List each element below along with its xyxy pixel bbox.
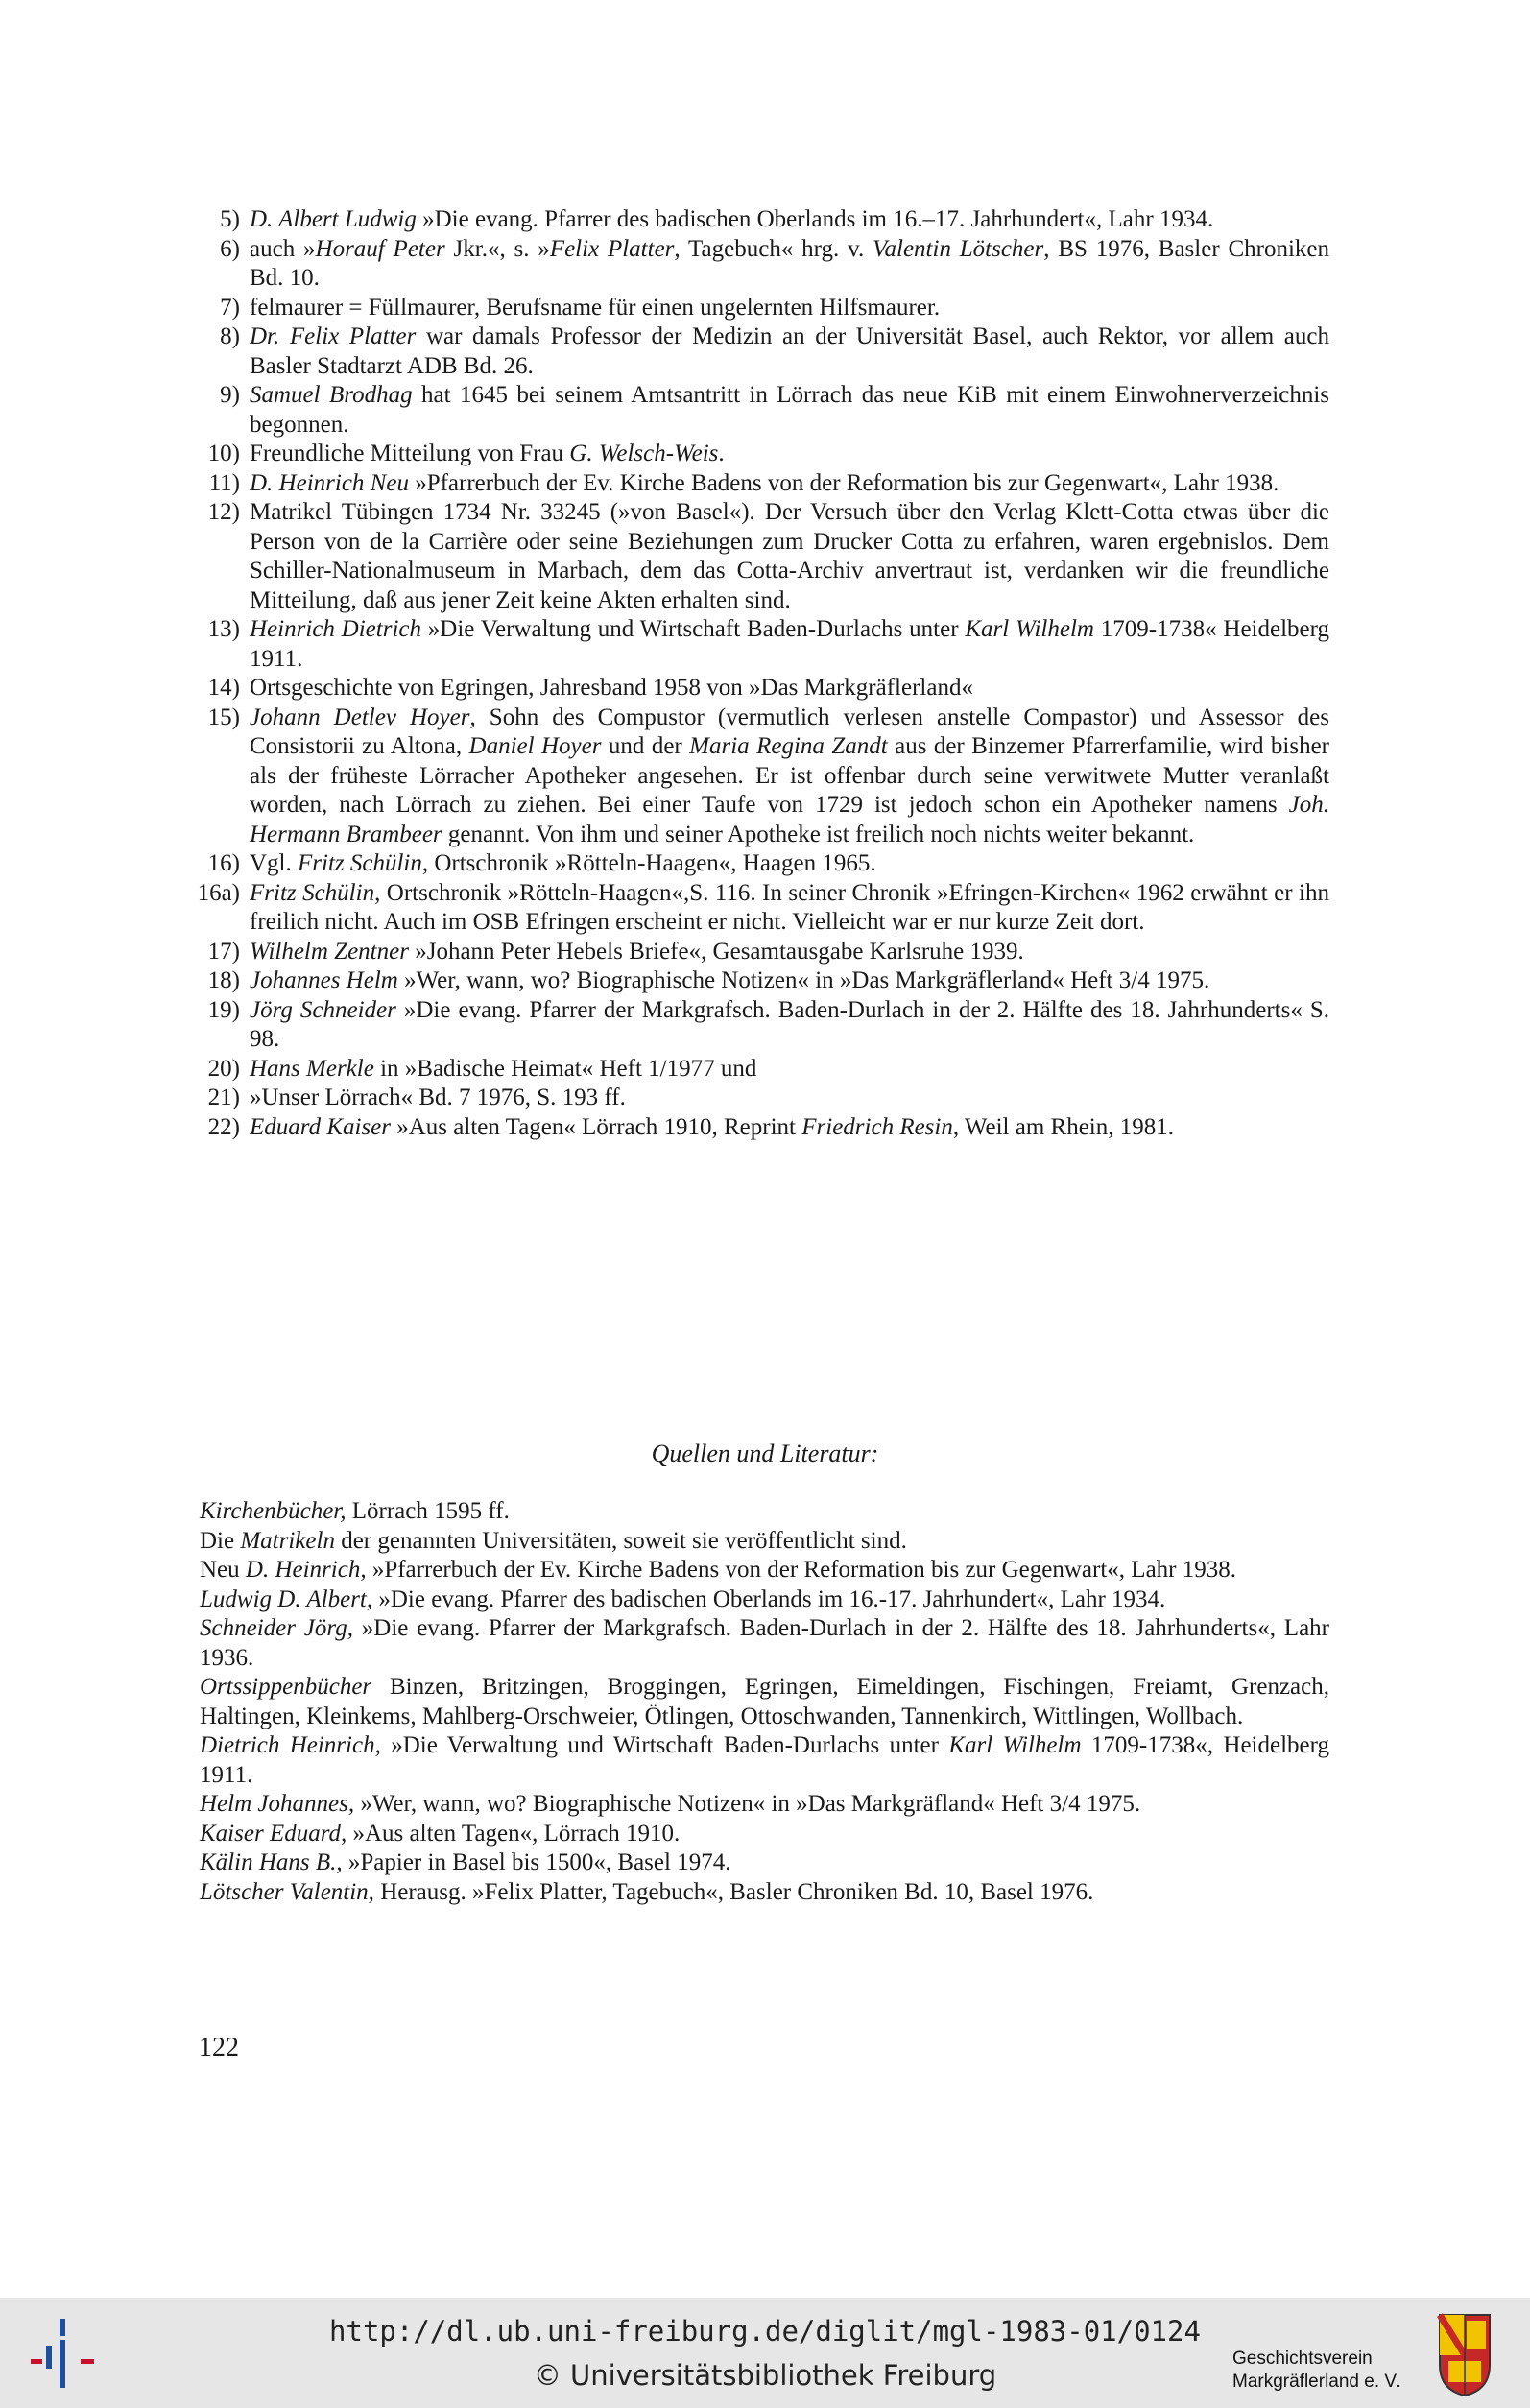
footnote-item [192, 1084, 1329, 1113]
text-run: »Wer, wann, wo? Biographische Notizen« in »Das Markgräfland« Heft 3/4 1975. [354, 1791, 1141, 1817]
text-run: »Die Verwaltung und Wirtschaft Baden-Durlachs unter [420, 616, 966, 642]
footnote-number: 10) [207, 441, 240, 466]
footnote-number: 16a) [197, 879, 240, 906]
society-name-line1: Geschichtsverein [1232, 2348, 1373, 2369]
text-run: »Die evang. Pfarrer der Markgrafsch. Baden-Durlach in der 2. Hälfte des 18. Jahrhunderts« S. 98. [250, 996, 1329, 1052]
text-run: »Unser Lörrach« Bd. 7 1976, S. 193 ff. [250, 1085, 626, 1110]
text-run: der genannten Universitäten, soweit sie veröffentlicht sind. [334, 1527, 907, 1554]
text-run: felmaurer = Füllmaurer, Berufsname für einen ungelernten Hilfsmaurer. [250, 294, 941, 321]
source-entry [200, 1556, 1329, 1585]
italic-name: Kaiser Eduard, [200, 1820, 347, 1847]
source-entry [200, 1731, 1329, 1790]
footnote-number: 16) [207, 850, 240, 876]
text-run: hat 1645 bei seinem Amtsantritt in Lörrach das neue KiB mit einem Einwohnerverzeichnis begonnen. [250, 382, 1329, 438]
source-entry [200, 1527, 1329, 1557]
source-entry [200, 1878, 1329, 1908]
text-run: auch » [250, 235, 316, 262]
source-entry [200, 1820, 1329, 1849]
italic-name: Samuel Brodhag [250, 382, 413, 408]
footnote-number: 7) [220, 294, 240, 321]
text-run: »Johann Peter Hebels Briefe«, Gesamtausgabe Karlsruhe 1939. [408, 938, 1024, 965]
text-run: »Pfarrerbuch der Ev. Kirche Badens von der Reformation bis zur Gegenwart«, Lahr 1938. [408, 469, 1279, 496]
footnote-item [192, 498, 1329, 615]
source-entry [200, 1848, 1329, 1878]
text-run: , Ortschronik »Rötteln-Haagen«, Haagen 1965. [421, 850, 876, 876]
text-run: »Pfarrerbuch der Ev. Kirche Badens von der Reformation bis zur Gegenwart«, Lahr 1938. [366, 1557, 1236, 1583]
text-run: »Die evang. Pfarrer des badischen Oberlands im 16.-17. Jahrhundert«, Lahr 1934. [372, 1585, 1166, 1612]
italic-name: Kirchenbücher, [200, 1498, 347, 1524]
footnote-item [192, 674, 1329, 703]
coat-of-arms-icon [1437, 2311, 1493, 2397]
footnote-item [192, 205, 1329, 235]
text-run: und der [601, 733, 690, 759]
italic-name: Dietrich Heinrich, [200, 1732, 381, 1758]
footnote-item [192, 849, 1329, 879]
italic-name: D. Albert Ludwig [250, 206, 417, 232]
italic-name: Fritz Schülin [250, 879, 375, 906]
footnote-number: 19) [207, 996, 240, 1023]
footnote-number: 5) [220, 206, 240, 232]
text-run: aus der Binzemer Pfarrerfamilie, wird bisher als der früheste Lörracher Apotheker angesehen. Er ist offenbar durch seine verwitwete Mutter veranlaßt worden, nach Lörrach zu ziehen. Bei einer Taufe von 1729 ist jedoch schon ein Apotheker namens [250, 733, 1329, 818]
source-entry [200, 1673, 1329, 1731]
text-run: 1709-1738«, Heidelberg 1911. [200, 1732, 1330, 1788]
footnote-number: 11) [208, 469, 240, 496]
italic-name: Horauf Peter [315, 235, 445, 262]
text-run: genannt. Von ihm und seiner Apotheke ist freilich noch nichts weiter bekannt. [442, 821, 1195, 847]
footnote-item [192, 879, 1329, 938]
footnote-number: 8) [220, 323, 240, 349]
page-number: 122 [199, 2033, 239, 2062]
italic-name: Kälin Hans B., [200, 1849, 343, 1875]
footnote-item [192, 381, 1329, 440]
footnote-item [192, 469, 1329, 499]
footnote-item [192, 615, 1329, 674]
text-run: Herausg. »Felix Platter, Tagebuch«, Basler Chroniken Bd. 10, Basel 1976. [373, 1878, 1094, 1905]
italic-name: Hans Merkle [250, 1055, 374, 1082]
italic-name: G. Welsch-Weis [569, 441, 719, 466]
text-run: , Weil am Rhein, 1981. [952, 1113, 1174, 1140]
text-run: war damals Professor der Medizin an der Universität Basel, auch Rektor, vor allem auch Basler Stadtarzt ADB Bd. 26. [250, 323, 1329, 379]
text-run: , Ortschronik »Rötteln-Haagen«,S. 116. In seiner Chronik »Efringen-Kirchen« 1962 erwähnt er ihn freilich nicht. Auch im OSB Efringen erscheint er nicht. Vielleicht war er nur kurze Zeit dort. [250, 879, 1330, 935]
text-run: . [718, 441, 725, 466]
italic-name: D. Heinrich Neu [250, 469, 409, 496]
footnote-item [192, 322, 1329, 381]
footer-bar [0, 2298, 1530, 2408]
italic-name: Fritz Schülin [298, 850, 422, 876]
text-run: »Die evang. Pfarrer des badischen Oberlands im 16.–17. Jahrhundert«, Lahr 1934. [416, 206, 1214, 232]
italic-name: Daniel Hoyer [468, 733, 602, 759]
footer-url-link[interactable]: http://dl.ub.uni-freiburg.de/diglit/mgl-1983-01/0124 [329, 2315, 1201, 2348]
text-run: »Aus alten Tagen«, Lörrach 1910. [347, 1820, 681, 1847]
footnote-number: 20) [207, 1055, 240, 1082]
sources-heading: Quellen und Literatur: [651, 1440, 879, 1467]
footnote-item [192, 996, 1329, 1055]
footnote-number: 6) [220, 235, 240, 262]
footnote-item [192, 294, 1329, 323]
source-entry [200, 1790, 1329, 1820]
footnote-item [192, 703, 1329, 850]
text-run: »Wer, wann, wo? Biographische Notizen« in »Das Markgräflerland« Heft 3/4 1975. [397, 967, 1210, 993]
text-run: Freundliche Mitteilung von Frau [250, 441, 570, 466]
italic-name: Johann Detlev Hoyer [250, 703, 470, 730]
footnote-number: 21) [207, 1085, 240, 1110]
italic-name: Friedrich Resin [801, 1113, 953, 1140]
text-run: Die [200, 1527, 241, 1554]
italic-name: Ludwig D. Albert, [200, 1585, 373, 1612]
footnote-number: 13) [207, 616, 240, 642]
italic-name: Jörg Schneider [250, 996, 396, 1023]
italic-name: Helm Johannes, [200, 1791, 355, 1817]
society-name [1232, 2348, 1424, 2394]
italic-name: Eduard Kaiser [250, 1113, 391, 1140]
footer-copyright: © Universitätsbibliothek Freiburg [533, 2359, 997, 2392]
italic-name: Dr. Felix Platter [250, 323, 417, 349]
text-run: 1709-1738« Heidelberg 1911. [250, 616, 1329, 672]
italic-name: Wilhelm Zentner [250, 938, 409, 965]
footnote-item [192, 1113, 1329, 1143]
footnote-item [192, 440, 1329, 469]
footnote-number: 22) [207, 1113, 240, 1140]
text-run: in »Badische Heimat« Heft 1/1977 und [373, 1055, 757, 1082]
italic-name: Matrikeln [240, 1527, 335, 1554]
source-entry [200, 1614, 1329, 1673]
italic-name: Schneider Jörg, [200, 1615, 353, 1641]
footnotes-list [192, 205, 1329, 1142]
italic-name: D. Heinrich, [245, 1557, 367, 1583]
society-name-line2: Markgräflerland e. V. [1232, 2372, 1400, 2392]
italic-name: Maria Regina Zandt [689, 733, 888, 759]
footnote-number: 14) [207, 675, 240, 701]
text-run: »Die evang. Pfarrer der Markgrafsch. Baden-Durlach in der 2. Hälfte des 18. Jahrhunderts«, Lahr 1936. [200, 1615, 1329, 1671]
footnote-item [192, 966, 1329, 996]
text-run: Neu [200, 1557, 246, 1583]
italic-name: Heinrich Dietrich [250, 616, 421, 642]
italic-name: Valentin Lötscher [873, 235, 1044, 262]
text-run: Ortsgeschichte von Egringen, Jahresband 1958 von »Das Markgräflerland« [250, 675, 973, 701]
footnote-number: 15) [207, 703, 240, 730]
footnote-item [192, 938, 1329, 967]
text-run: Vgl. [250, 850, 298, 876]
text-run: Jkr.«, s. » [444, 235, 550, 262]
text-run: , Sohn des Compustor (vermutlich verlesen anstelle Compastor) und Assessor des Consistorii zu Altona, [250, 703, 1329, 759]
sources-list [200, 1497, 1329, 1907]
text-run: »Papier in Basel bis 1500«, Basel 1974. [342, 1849, 731, 1875]
footnote-number: 18) [207, 967, 240, 993]
source-entry [200, 1585, 1329, 1615]
text-run: Matrikel Tübingen 1734 Nr. 33245 (»von Basel«). Der Versuch über den Verlag Klett-Cotta etwas über die Person von de la Carrière oder seine Beziehungen zum Drucker Cotta zu erfahren, waren ergebnislos. Dem Schiller-Nationalmuseum in Marbach, dem das Cotta-Archiv anvertraut ist, verdanken wir die freundliche Mitteilung, daß aus jener Zeit keine Akten erhalten sind. [250, 499, 1329, 613]
italic-name: Lötscher Valentin, [200, 1878, 374, 1905]
italic-name: Felix Platter [549, 235, 675, 262]
footnote-number: 9) [220, 382, 240, 408]
italic-name: Joh. Hermann Brambeer [250, 792, 1329, 847]
text-run: , BS 1976, Basler Chroniken Bd. 10. [250, 235, 1329, 291]
footnote-item [192, 235, 1329, 294]
text-run: , Tagebuch« hrg. v. [674, 235, 873, 262]
italic-name: Johannes Helm [250, 967, 398, 993]
footnote-number: 12) [207, 499, 240, 525]
footnote-number: 17) [207, 938, 240, 965]
text-run: Binzen, Britzingen, Broggingen, Egringen, Eimeldingen, Fischingen, Freiamt, Grenzach, Haltingen, Kleinkems, Mahlberg-Orschweier, Ötlingen, Ottoschwanden, Tannenkirch, Wittlingen, Wollbach. [200, 1674, 1329, 1729]
text-run: »Aus alten Tagen« Lörrach 1910, Reprint [391, 1113, 802, 1140]
text-run: »Die Verwaltung und Wirtschaft Baden-Durlachs unter [380, 1732, 949, 1758]
italic-name: Karl Wilhelm [948, 1732, 1082, 1758]
source-entry [200, 1497, 1329, 1527]
footnote-item [192, 1055, 1329, 1085]
text-run: Lörrach 1595 ff. [346, 1498, 510, 1524]
italic-name: Karl Wilhelm [965, 616, 1094, 642]
italic-name: Ortssippenbücher [200, 1674, 372, 1700]
